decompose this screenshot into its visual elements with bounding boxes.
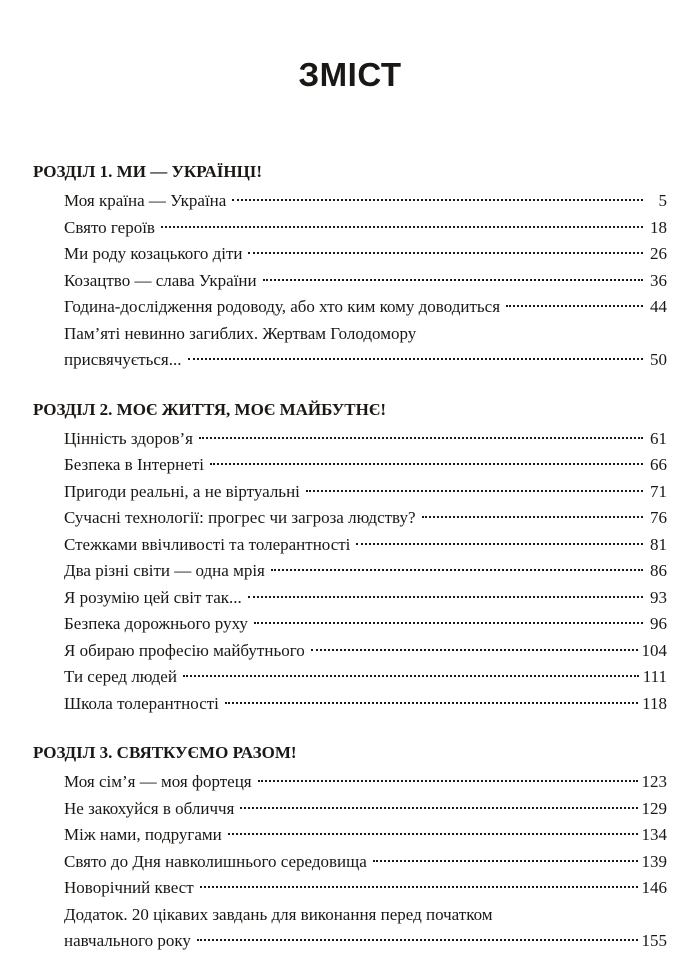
entry-page: 139 [641, 851, 667, 871]
entry-title: Ми роду козацького діти [64, 244, 243, 263]
entry-title-line-1: Додаток. 20 цікавих завдань для виконання перед початком [64, 904, 493, 924]
entry-title: Козацтво — слава України [64, 270, 257, 290]
entry-title: Не закохуйся в обличчя [64, 798, 235, 818]
dot-leader [271, 569, 643, 571]
entry-title-line-2: навчального року [64, 931, 191, 950]
dot-leader [228, 833, 638, 835]
entry-title: Я обираю професію майбутнього [64, 640, 305, 660]
entry-title: Безпека в Інтернеті [64, 455, 204, 474]
dot-leader [506, 305, 643, 307]
toc-entry[interactable] [64, 505, 667, 532]
dot-leader [240, 807, 637, 809]
entry-page: 81 [650, 534, 667, 554]
toc-entry[interactable] [64, 558, 667, 585]
entry-title: Моя сім’я — моя фортеця [64, 772, 252, 791]
entry-title: Моя країна — Україна [64, 191, 227, 210]
table-of-contents [33, 158, 667, 977]
entry-page: 104 [641, 640, 667, 660]
entry-page: 111 [642, 667, 667, 686]
dot-leader [197, 939, 638, 941]
toc-entry[interactable] [64, 611, 667, 638]
section-entries [33, 188, 667, 374]
dot-leader [263, 279, 643, 281]
toc-entry[interactable] [64, 849, 667, 876]
toc-entry[interactable] [64, 268, 667, 295]
entry-title: Цінність здоров’я [64, 428, 193, 448]
entry-title: Година-дослідження родоводу, або хто ким кому доводиться [64, 297, 501, 316]
entry-title: Школа толерантності [64, 693, 219, 713]
entry-title: Свято до Дня навколишнього середовища [64, 851, 367, 871]
entry-page: 61 [650, 428, 667, 448]
entry-title: Сучасні технології: прогрес чи загроза людству? [64, 508, 416, 527]
section-3 [33, 739, 667, 955]
section-heading: РОЗДІЛ 1. МИ — УКРАЇНЦІ! [33, 162, 263, 181]
entry-page: 96 [650, 614, 667, 633]
toc-entry[interactable] [64, 796, 667, 823]
entry-title: Два різні світи — одна мрія [64, 561, 265, 580]
toc-entry[interactable] [64, 321, 667, 374]
dot-leader [373, 860, 638, 862]
entry-page: 129 [641, 798, 667, 818]
entry-page: 134 [641, 825, 667, 844]
toc-entry[interactable] [64, 638, 667, 665]
toc-entry[interactable] [64, 769, 667, 796]
entry-page: 36 [650, 270, 667, 290]
toc-entry[interactable] [64, 188, 667, 215]
dot-leader [356, 543, 643, 545]
entry-title-line-1: Пам’яті невинно загиблих. Жертвам Голодомору [64, 323, 417, 343]
section-2 [33, 396, 667, 718]
entry-page: 18 [650, 217, 667, 237]
entry-page: 76 [650, 508, 667, 527]
toc-entry[interactable] [64, 875, 667, 902]
entry-page: 155 [641, 931, 667, 950]
entry-title: Новорічний квест [64, 878, 194, 897]
entry-title-line-2: присвячується... [64, 350, 182, 369]
entry-title: Свято героїв [64, 217, 155, 237]
entry-page: 118 [642, 693, 667, 713]
dot-leader [188, 358, 643, 360]
dot-leader [422, 516, 643, 518]
dot-leader [248, 596, 643, 598]
entry-last-line [64, 928, 667, 955]
section-heading: РОЗДІЛ 3. СВЯТКУЄМО РАЗОМ! [33, 743, 297, 762]
toc-entry[interactable] [64, 452, 667, 479]
toc-entry[interactable] [64, 241, 667, 268]
toc-entry[interactable] [64, 294, 667, 321]
toc-entry[interactable] [64, 822, 667, 849]
dot-leader [161, 226, 643, 228]
toc-entry[interactable] [64, 479, 667, 506]
entry-page: 66 [650, 455, 667, 474]
entry-title: Пригоди реальні, а не віртуальні [64, 481, 300, 501]
entry-title: Між нами, подругами [64, 825, 222, 844]
section-entries [33, 769, 667, 955]
entry-title: Я розумію цей світ так... [64, 587, 242, 607]
entry-page: 123 [641, 772, 667, 791]
dot-leader [306, 490, 643, 492]
entry-page: 71 [650, 481, 667, 501]
entry-title: Безпека дорожнього руху [64, 614, 248, 633]
section-heading: РОЗДІЛ 2. МОЄ ЖИТТЯ, МОЄ МАЙБУТНЄ! [33, 399, 387, 419]
dot-leader [311, 649, 638, 651]
entry-title: Стежками ввічливості та толерантності [64, 534, 351, 554]
section-1 [33, 158, 667, 374]
entry-title: Ти серед людей [64, 667, 177, 686]
toc-entry[interactable] [64, 426, 667, 453]
dot-leader [254, 622, 643, 624]
toc-entry[interactable] [64, 532, 667, 559]
page-title: ЗМІСТ [298, 56, 402, 93]
toc-entry[interactable] [64, 902, 667, 955]
entry-page: 93 [650, 587, 667, 607]
entry-page: 5 [658, 191, 667, 210]
dot-leader [199, 437, 643, 439]
dot-leader [210, 463, 643, 465]
entry-page: 86 [650, 561, 667, 580]
dot-leader [225, 702, 638, 704]
dot-leader [183, 675, 639, 677]
dot-leader [232, 199, 643, 201]
toc-entry[interactable] [64, 664, 667, 691]
section-entries [33, 426, 667, 718]
toc-entry[interactable] [64, 215, 667, 242]
dot-leader [258, 780, 638, 782]
entry-page: 50 [650, 350, 667, 369]
toc-entry[interactable] [64, 585, 667, 612]
entry-page: 44 [650, 297, 667, 316]
dot-leader [200, 886, 638, 888]
entry-page: 26 [650, 244, 667, 263]
entry-last-line [64, 347, 667, 374]
dot-leader [248, 252, 643, 254]
toc-entry[interactable] [64, 691, 667, 718]
entry-page: 146 [641, 878, 667, 897]
